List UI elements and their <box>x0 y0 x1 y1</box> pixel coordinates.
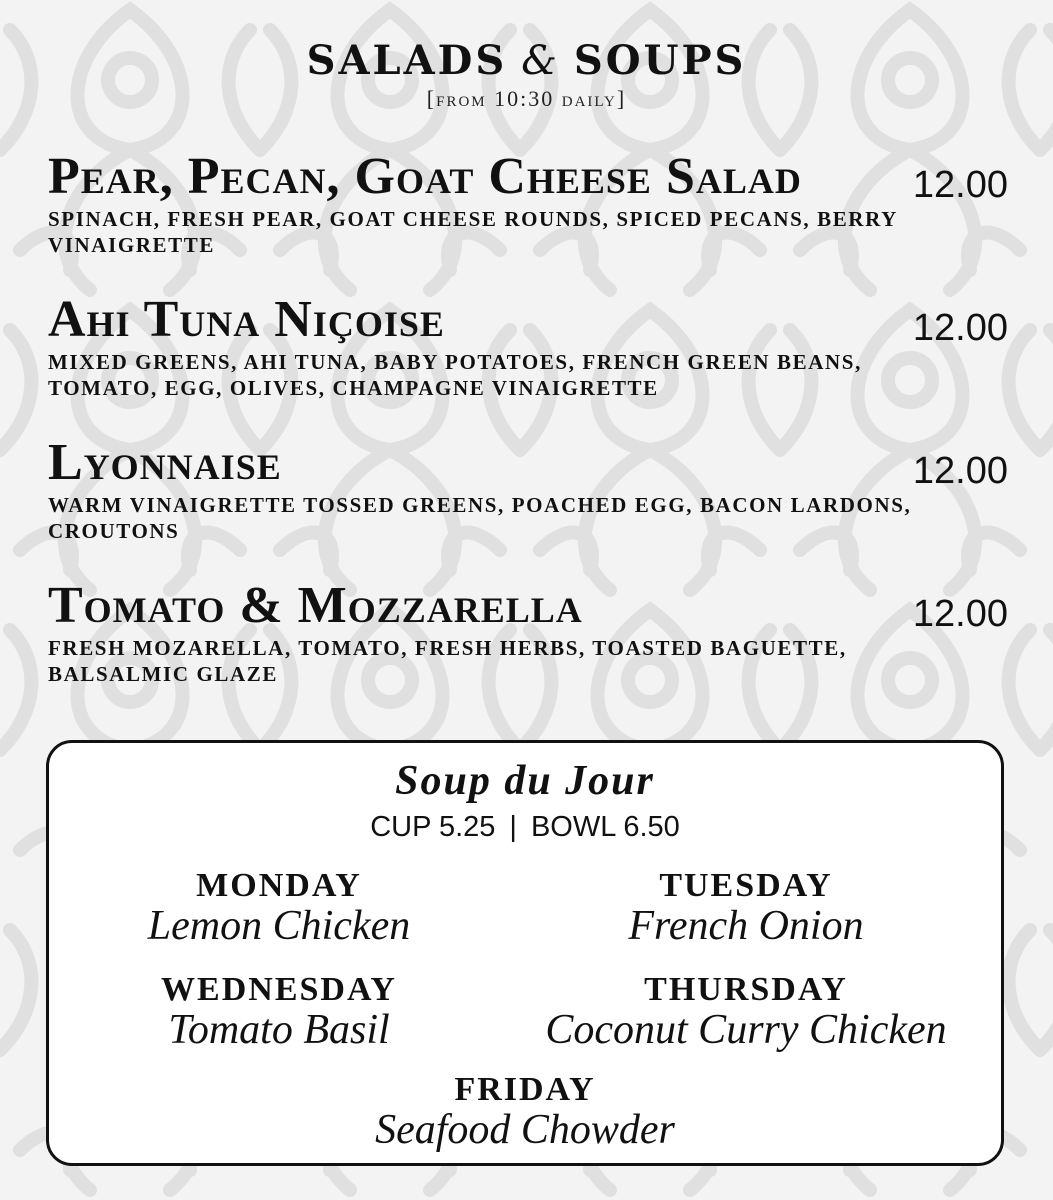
title-ampersand: & <box>521 38 560 84</box>
soup-day-wednesday <box>69 972 489 1052</box>
soup-prices <box>49 811 1001 844</box>
cup-price: CUP 5.25 <box>370 811 496 843</box>
section-subtitle: [from 10:30 daily] <box>426 86 627 111</box>
item-name: Ahi Tuna Niçoise <box>48 291 445 348</box>
day-name: WEDNESDAY <box>161 971 397 1008</box>
item-price: 12.00 <box>912 307 1008 349</box>
menu-item <box>48 150 1008 258</box>
day-name: FRIDAY <box>454 1071 596 1108</box>
soup-title: Soup du Jour <box>395 758 655 804</box>
item-price: 12.00 <box>912 593 1008 635</box>
item-description: FRESH MOZARELLA, TOMATO, FRESH HERBS, TOASTED BAGUETTE, BALSALMIC GLAZE <box>48 636 847 686</box>
bowl-price: BOWL 6.50 <box>530 811 680 843</box>
soup-du-jour-box <box>46 740 1004 1166</box>
soup-day-friday <box>315 1072 735 1152</box>
item-price: 12.00 <box>912 450 1008 492</box>
item-name: Pear, Pecan, Goat Cheese Salad <box>48 148 802 205</box>
item-name: Lyonnaise <box>48 434 282 491</box>
day-name: THURSDAY <box>644 971 848 1008</box>
menu-item <box>48 293 1008 401</box>
item-name: Tomato & Mozzarella <box>48 577 583 634</box>
day-soup: Seafood Chowder <box>375 1107 675 1153</box>
day-name: TUESDAY <box>659 867 833 904</box>
title-soups: SOUPS <box>573 37 747 84</box>
soup-day-thursday <box>536 972 956 1052</box>
title-salads: SALADS <box>306 37 508 84</box>
day-soup: Lemon Chicken <box>147 903 411 949</box>
price-separator: | <box>509 811 517 843</box>
day-soup: Tomato Basil <box>168 1007 390 1053</box>
day-soup: French Onion <box>628 903 864 949</box>
item-price: 12.00 <box>912 164 1008 206</box>
soup-day-monday <box>69 868 489 948</box>
item-description: MIXED GREENS, AHI TUNA, BABY POTATOES, FRENCH GREEN BEANS, TOMATO, EGG, OLIVES, CHAMPAGNE VINAIGRETTE <box>48 350 862 400</box>
section-title <box>0 38 1053 84</box>
menu-item <box>48 579 1008 687</box>
item-description: WARM VINAIGRETTE TOSSED GREENS, POACHED EGG, BACON LARDONS, CROUTONS <box>48 493 912 543</box>
menu-item <box>48 436 1008 544</box>
menu-header <box>0 38 1053 112</box>
item-description: SPINACH, FRESH PEAR, GOAT CHEESE ROUNDS, SPICED PECANS, BERRY VINAIGRETTE <box>48 207 898 257</box>
day-name: MONDAY <box>196 867 362 904</box>
day-soup: Coconut Curry Chicken <box>545 1007 947 1053</box>
soup-day-tuesday <box>536 868 956 948</box>
